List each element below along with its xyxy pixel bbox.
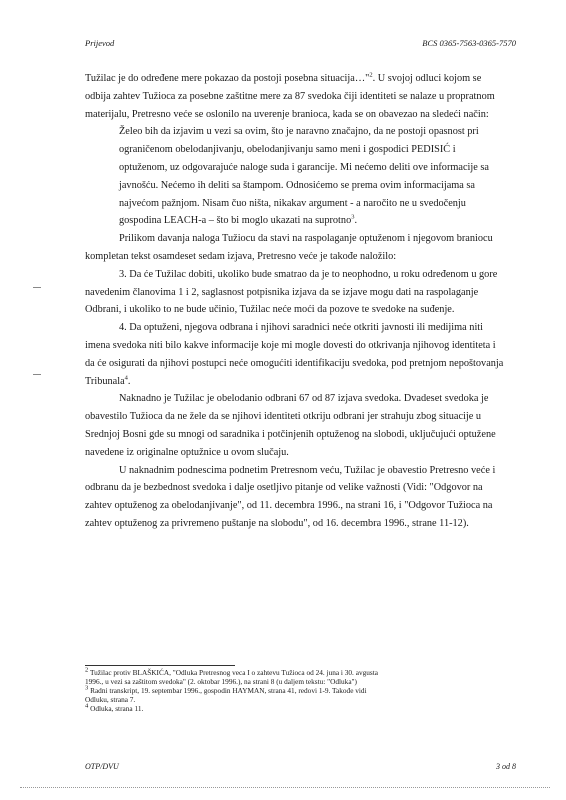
numbered-order-3: 3. Da će Tužilac dobiti, ukoliko bude smatrao da je to neophodno, u roku određenom u gore navedenim članovima 1 i 2, saglasnost potpisnika izjava da se izjave mogu dati na raspolaganje Odbrani, i ukoliko to ne bude učinio, Tužilac neće moći da pozove te svedoke na suđenje.	[85, 268, 498, 316]
margin-mark	[33, 287, 41, 288]
header-label: Prijevod	[85, 38, 115, 48]
footnote-ref: 3	[351, 213, 355, 221]
paragraph: Naknadno je Tužilac je obelodanio odbrani 67 od 87 izjava svedoka. Dvadeset svedoka je obavestilo Tužioca da ne žele da se njihovi identiteti otkriju odbrani jer strahuju zbog situacije u Srednjoj Bosni gde su mnogi od saradnika i potčinjenih optuženog na slobodi, uključujući optužene navedene iz originalne optužnice u ovom slučaju.	[85, 393, 496, 458]
document-body	[85, 70, 505, 533]
numbered-order-4: 4. Da optuženi, njegova odbrana i njihovi saradnici neće otkriti javnosti ili medijima niti imena svedoka niti bilo kakve informacije koje mi mogle dovesti do otkrivanja njihovog identiteta i da će osigurati da njihovi postupci neće omogućiti identifikaciju svedoka, pod pretnjom nepoštovanja Tribunala$^4$.	[85, 322, 504, 387]
margin-mark	[33, 374, 41, 375]
scan-artifact-line	[20, 787, 550, 788]
quoted-paragraph: Želeo bih da izjavim u vezi sa ovim, što je naravno značajno, da ne postoji opasnost pri ograničenom obelodanjivanju, obelodanjivanju samo meni i gospodici PEDISIĆ i optuženom, uz odgovarajuće naloge suda i garancije. Mi nećemo deliti ove informacije sa javnošću. Nećemo ih deliti sa štampom. Odnosićemo se prema ovim informacijama sa najvećom pažnjom. Nisam čuo ništa, nikakav argument - a naročito ne u svedočenju gospodina LEACH-a – što bi moglo ukazati na suprotno$^3$.	[119, 126, 489, 227]
footnote-ref: 2	[369, 71, 373, 79]
paragraph: Prilikom davanja naloga Tužiocu da stavi na raspolaganje optuženom i njegovom braniocu kompletan tekst osamdeset sedam izjava, Pretresno veće je takođe naložilo:	[85, 233, 493, 262]
paragraph: U naknadnim podnescima podnetim Pretresnom veću, Tužilac je obavestio Pretresno veće i odbranu da je bezbednost svedoka i dalje osetljivo pitanje od velike važnosti (Vidi: "Odgovor na zahtev optuženog za obelodanjivanje", od 11. decembra 1996., na strani 16, i "Odgovor Tužioca na zahtev optuženog za privremeno puštanje na slobodu", od 16. decembra 1996., strane 11-12).	[85, 464, 496, 529]
page-number: 3 od 8	[496, 762, 516, 771]
footnote: $^3$ Radni transkript, 19. septembar 1996., gospodin HAYMAN, strana 41, redovi 1-9. Takođe vidi Odluku, strana 7.	[85, 684, 367, 704]
footnote-ref: 4	[124, 374, 128, 382]
document-reference: BCS 0365-7563-0365-7570	[422, 38, 516, 48]
footer-label: OTP/DVU	[85, 762, 119, 771]
footnote: $^4$ Odluka, strana 11.	[85, 702, 144, 713]
footnote: $^2$ Tužilac protiv BLAŠKIĆA, "Odluka Pretresnog veca I o zahtevu Tužioca od 24. juna i 30. avgusta 1996., u vezi sa zaštitom svedoka" (2. oktobar 1996.), na strani 8 (u daljem tekstu: "Odluka")	[85, 666, 378, 686]
footnote-separator	[85, 665, 235, 666]
paragraph: Tužilac je do određene mere pokazao da postoji posebna situacija…"$^2$. U svojoj odluci kojom se odbija zahtev Tužioca za posebne zaštitne mere za 87 svedoka čiji identiteti se nalaze u propratnom materijalu, Pretresno veće se oslonilo na uverenje branioca, kada se on obavezao na sledeći način:	[85, 71, 495, 120]
footnotes	[85, 668, 385, 713]
